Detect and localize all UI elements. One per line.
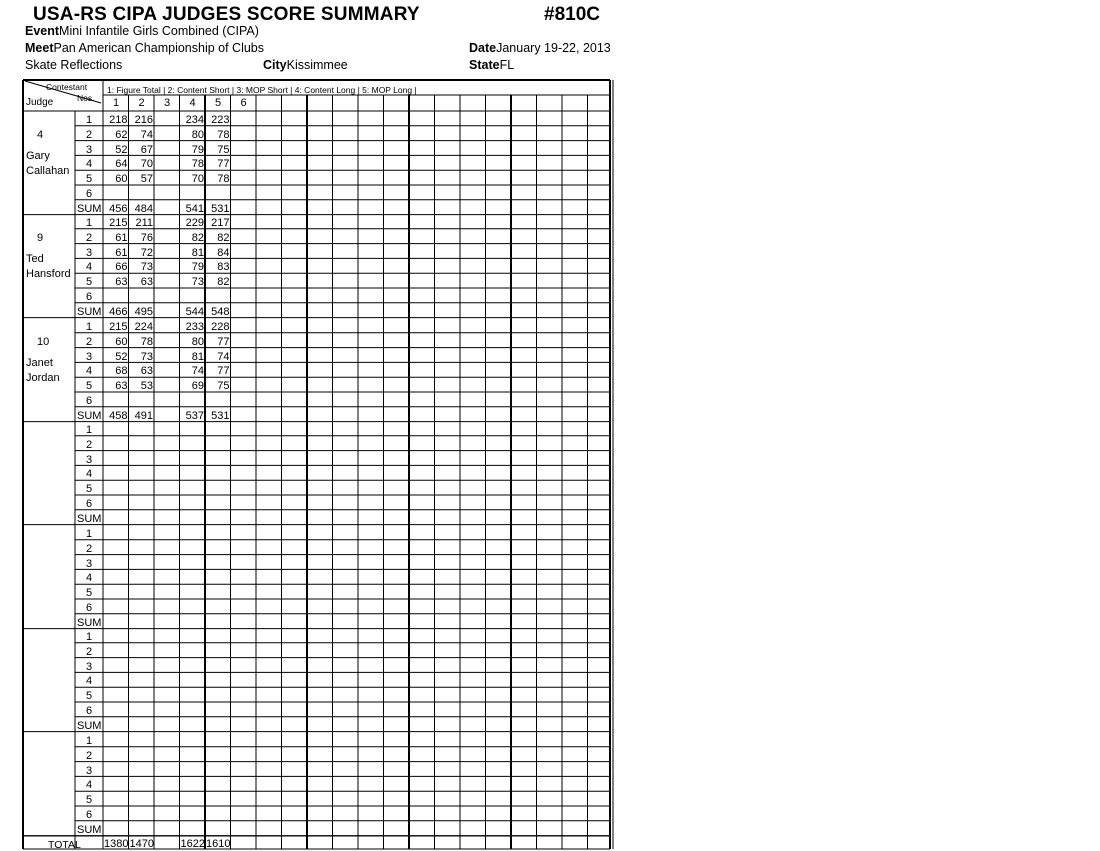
total-cell: 1470 bbox=[129, 838, 154, 850]
score-cell: 544 bbox=[185, 305, 204, 318]
score-cell: 78 bbox=[217, 128, 230, 141]
row-label: SUM bbox=[77, 202, 102, 215]
score-cell: 53 bbox=[140, 380, 153, 393]
score-cell: 64 bbox=[115, 158, 128, 171]
score-cell: 62 bbox=[115, 128, 128, 141]
row-label: 3 bbox=[86, 764, 93, 777]
score-cell: 75 bbox=[217, 380, 230, 393]
row-label: 6 bbox=[86, 809, 93, 821]
column-number: 5 bbox=[215, 97, 222, 109]
form-number: #810C bbox=[544, 4, 600, 25]
score-cell: 83 bbox=[217, 261, 230, 274]
score-cell: 77 bbox=[217, 365, 230, 378]
score-cell: 77 bbox=[217, 158, 230, 171]
score-cell: 52 bbox=[115, 350, 128, 363]
row-label: 6 bbox=[86, 291, 93, 303]
score-cell: 228 bbox=[211, 321, 230, 333]
score-cell: 70 bbox=[140, 158, 153, 171]
score-cell: 60 bbox=[115, 173, 128, 186]
score-cell: 82 bbox=[217, 276, 230, 289]
score-cell: 61 bbox=[115, 231, 128, 244]
score-cell: 73 bbox=[140, 261, 153, 274]
contestant-header: Contestant bbox=[46, 82, 88, 92]
row-label: 3 bbox=[86, 246, 93, 259]
row-label: 6 bbox=[86, 602, 93, 614]
score-cell: 73 bbox=[191, 276, 204, 289]
score-cell: 74 bbox=[217, 350, 230, 363]
row-label: 4 bbox=[86, 675, 93, 688]
meet-value: Pan American Championship of Clubs bbox=[53, 41, 265, 55]
date-label: Date bbox=[469, 41, 497, 55]
total-label: TOTAL bbox=[48, 839, 81, 851]
score-cell: 223 bbox=[211, 114, 230, 126]
score-cell: 57 bbox=[140, 173, 153, 186]
row-label: 2 bbox=[86, 438, 93, 451]
judge-number: 9 bbox=[37, 232, 44, 244]
row-label: 4 bbox=[86, 365, 93, 378]
row-label: 4 bbox=[86, 261, 93, 274]
score-cell: 82 bbox=[217, 231, 230, 244]
column-number: 3 bbox=[164, 97, 171, 109]
row-label: 5 bbox=[86, 794, 93, 807]
row-label: 3 bbox=[86, 453, 93, 466]
column-legend: 1: Figure Total | 2: Content Short | 3: MOP Short | 4: Content Long | 5: MOP Long | bbox=[107, 85, 417, 95]
score-cell: 458 bbox=[109, 409, 128, 422]
score-cell: 76 bbox=[140, 231, 153, 244]
score-cell: 63 bbox=[115, 276, 128, 289]
row-label: 1 bbox=[86, 735, 93, 747]
score-cell: 61 bbox=[115, 246, 128, 259]
form-title: USA-RS CIPA JUDGES SCORE SUMMARY bbox=[33, 4, 420, 25]
judge-last-name: Jordan bbox=[26, 372, 60, 384]
score-cell: 75 bbox=[217, 143, 230, 156]
score-cell: 491 bbox=[134, 409, 153, 422]
score-cell: 466 bbox=[109, 305, 128, 318]
column-number: 2 bbox=[138, 97, 145, 109]
row-label: 5 bbox=[86, 587, 93, 600]
row-label: 2 bbox=[86, 128, 93, 141]
score-cell: 77 bbox=[217, 335, 230, 348]
row-label: 1 bbox=[86, 631, 93, 643]
score-cell: 495 bbox=[134, 305, 153, 318]
score-cell: 63 bbox=[115, 380, 128, 393]
meet-label: Meet bbox=[25, 41, 54, 55]
city-label: City bbox=[263, 58, 287, 72]
score-cell: 217 bbox=[211, 217, 230, 229]
score-cell: 74 bbox=[191, 365, 204, 378]
row-label: 2 bbox=[86, 231, 93, 244]
total-cell: 1622 bbox=[180, 838, 205, 850]
row-label: 6 bbox=[86, 395, 93, 407]
row-label: SUM bbox=[77, 512, 102, 525]
score-cell: 68 bbox=[115, 365, 128, 378]
score-cell: 70 bbox=[191, 173, 204, 186]
judge-number: 4 bbox=[37, 129, 44, 141]
score-cell: 72 bbox=[140, 246, 153, 259]
row-label: 4 bbox=[86, 779, 93, 792]
row-label: SUM bbox=[77, 616, 102, 629]
score-cell: 52 bbox=[115, 143, 128, 156]
score-cell: 78 bbox=[191, 158, 204, 171]
judge-last-name: Hansford bbox=[26, 268, 71, 280]
total-cell: 1380 bbox=[104, 838, 129, 850]
row-label: SUM bbox=[77, 823, 102, 836]
score-cell: 63 bbox=[140, 365, 153, 378]
score-cell: 484 bbox=[134, 202, 153, 215]
row-label: SUM bbox=[77, 409, 102, 422]
total-cell: 1610 bbox=[206, 838, 231, 850]
row-label: 1 bbox=[86, 217, 93, 229]
score-cell: 79 bbox=[191, 261, 204, 274]
row-label: 6 bbox=[86, 705, 93, 717]
score-cell: 216 bbox=[134, 114, 153, 126]
judge-first-name: Gary bbox=[26, 150, 50, 162]
date-value: January 19-22, 2013 bbox=[496, 41, 611, 55]
score-cell: 233 bbox=[185, 321, 204, 333]
score-cell: 234 bbox=[185, 114, 204, 126]
column-number: 4 bbox=[189, 97, 196, 109]
judge-header: Judge bbox=[26, 97, 54, 108]
score-cell: 229 bbox=[185, 217, 204, 229]
city-value: Kissimmee bbox=[286, 58, 348, 72]
row-label: 1 bbox=[86, 424, 93, 436]
score-cell: 66 bbox=[115, 261, 128, 274]
row-label: 1 bbox=[86, 528, 93, 540]
judge-number: 10 bbox=[37, 336, 50, 348]
judge-last-name: Callahan bbox=[26, 165, 70, 177]
row-label: 2 bbox=[86, 542, 93, 555]
row-label: 5 bbox=[86, 483, 93, 496]
club-name: Skate Reflections bbox=[25, 58, 123, 72]
score-cell: 80 bbox=[191, 335, 204, 348]
event-label: Event bbox=[25, 24, 60, 38]
row-label: 3 bbox=[86, 660, 93, 673]
score-cell: 67 bbox=[140, 143, 153, 156]
row-label: 4 bbox=[86, 468, 93, 481]
judge-first-name: Janet bbox=[26, 357, 53, 369]
event-value: Mini Infantile Girls Combined (CIPA) bbox=[59, 24, 259, 38]
column-number: 6 bbox=[240, 97, 247, 109]
score-cell: 63 bbox=[140, 276, 153, 289]
score-cell: 531 bbox=[211, 202, 230, 215]
row-label: 2 bbox=[86, 749, 93, 762]
score-cell: 79 bbox=[191, 143, 204, 156]
score-cell: 215 bbox=[109, 321, 128, 333]
score-cell: 73 bbox=[140, 350, 153, 363]
score-cell: 548 bbox=[211, 305, 230, 318]
row-label: 2 bbox=[86, 335, 93, 348]
row-label: 4 bbox=[86, 572, 93, 585]
score-cell: 60 bbox=[115, 335, 128, 348]
row-label: SUM bbox=[77, 305, 102, 318]
state-value: FL bbox=[499, 58, 515, 72]
row-label: 3 bbox=[86, 557, 93, 570]
row-label: 6 bbox=[86, 498, 93, 510]
score-cell: 69 bbox=[191, 380, 204, 393]
score-cell: 224 bbox=[134, 321, 153, 333]
score-cell: 218 bbox=[109, 114, 128, 126]
row-label: 6 bbox=[86, 188, 93, 200]
row-label: 3 bbox=[86, 143, 93, 156]
score-cell: 84 bbox=[217, 246, 230, 259]
row-label: 2 bbox=[86, 645, 93, 658]
row-label: SUM bbox=[77, 719, 102, 732]
score-cell: 78 bbox=[140, 335, 153, 348]
row-label: 4 bbox=[86, 158, 93, 171]
score-cell: 215 bbox=[109, 217, 128, 229]
row-label: 5 bbox=[86, 380, 93, 393]
state-label: State bbox=[469, 58, 500, 72]
score-cell: 81 bbox=[191, 350, 204, 363]
column-number: 1 bbox=[113, 97, 120, 109]
score-cell: 78 bbox=[217, 173, 230, 186]
score-cell: 80 bbox=[191, 128, 204, 141]
score-cell: 531 bbox=[211, 409, 230, 422]
score-cell: 541 bbox=[185, 202, 204, 215]
score-cell: 81 bbox=[191, 246, 204, 259]
row-label: 5 bbox=[86, 690, 93, 703]
row-label: 3 bbox=[86, 350, 93, 363]
row-label: 1 bbox=[86, 321, 93, 333]
judge-first-name: Ted bbox=[26, 253, 44, 265]
nos-header: Nos. bbox=[77, 93, 95, 103]
row-label: 5 bbox=[86, 173, 93, 186]
row-label: 1 bbox=[86, 114, 93, 126]
score-cell: 82 bbox=[191, 231, 204, 244]
score-cell: 211 bbox=[135, 217, 153, 229]
score-cell: 74 bbox=[140, 128, 153, 141]
row-label: 5 bbox=[86, 276, 93, 289]
score-cell: 456 bbox=[109, 202, 128, 215]
score-cell: 537 bbox=[185, 409, 204, 422]
